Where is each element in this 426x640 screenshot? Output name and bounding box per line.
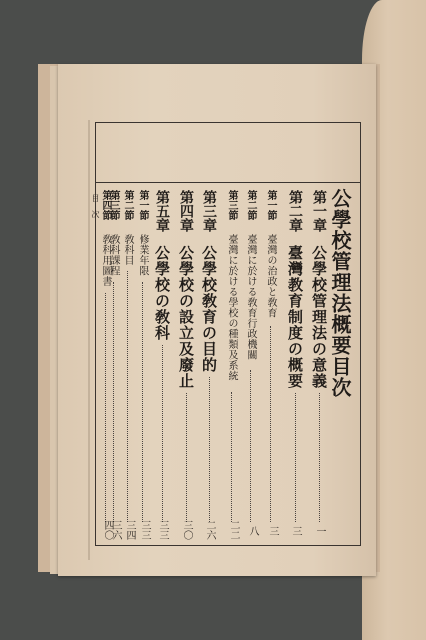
- toc-entry-page: 四〇: [102, 520, 113, 540]
- toc-entry-page: 三四: [124, 520, 135, 540]
- toc-leader-dots: [209, 377, 212, 522]
- toc-entry-page: 三: [290, 526, 301, 536]
- toc-leader-dots: [295, 393, 298, 522]
- toc-entry-title: 公學校の敎科: [153, 245, 171, 341]
- toc-entry-title: 敎科課程: [108, 234, 119, 276]
- toc-entry-title: 臺灣教育制度の概要: [286, 245, 304, 389]
- toc-leader-dots: [270, 326, 273, 522]
- toc-title: 公學校管理法概要目次: [328, 188, 352, 398]
- toc-entry-title: 敎科用圖書: [100, 234, 111, 287]
- toc-entry-page: 三三: [139, 520, 150, 540]
- toc-leader-dots: [186, 393, 189, 522]
- toc-entry-label: 第一節: [137, 190, 148, 220]
- toc-entry-title: 公學校管理法の意義: [310, 245, 328, 389]
- toc-entry-page: 二二: [228, 520, 239, 540]
- toc-entry-title: 臺灣に於ける學校の種類及系統: [226, 234, 237, 381]
- toc-entry-label: 第一章: [311, 190, 327, 232]
- toc-entry-label: 第四節: [100, 190, 111, 220]
- toc-leader-dots: [319, 393, 322, 522]
- toc-entry-title: 修業年限: [137, 234, 148, 276]
- toc-entry-page: 三〇: [181, 520, 192, 540]
- toc-entry-label: 第二節: [122, 190, 133, 220]
- toc-entry-page: 八: [247, 526, 258, 536]
- toc-entry-label: 第二章: [287, 190, 303, 232]
- toc-leader-dots: [127, 271, 130, 522]
- toc-entry-title: 公學校の設立及廢止: [177, 245, 195, 389]
- toc-entry-label: 第五章: [154, 190, 170, 232]
- toc-entry-label: 第一節: [265, 190, 276, 220]
- toc-entry-page: 三三: [157, 520, 168, 540]
- toc-entry-page: 二六: [204, 520, 215, 540]
- frame-header-rule: [95, 182, 361, 183]
- toc-entry-label: 第三章: [201, 190, 217, 232]
- page-gutter-shadow: [88, 120, 90, 560]
- toc-entry-title: 臺灣に於ける敎育行政機關: [245, 234, 256, 360]
- margin-label: 目 次: [91, 194, 100, 218]
- toc-entry-label: 第三節: [108, 190, 119, 220]
- toc-entry-label: 第二節: [245, 190, 256, 220]
- toc-entry-page: 一: [314, 526, 325, 536]
- toc-entry-title: 臺灣の治政と敎育: [265, 234, 276, 318]
- toc-entry-title: 公學校敎育の目的: [200, 245, 218, 373]
- toc-leader-dots: [231, 392, 234, 522]
- toc-leader-dots: [113, 282, 116, 522]
- toc-leader-dots: [142, 282, 145, 522]
- toc-leader-dots: [250, 370, 253, 522]
- toc-entry-label: 第三節: [226, 190, 237, 220]
- toc-entry-title: 敎科目: [122, 234, 133, 266]
- toc-entry-label: 第四章: [178, 190, 194, 232]
- toc-leader-dots: [105, 293, 108, 522]
- toc-leader-dots: [162, 345, 165, 522]
- toc-entry-page: 三: [267, 526, 278, 536]
- toc-entry-page: 三六: [110, 520, 121, 540]
